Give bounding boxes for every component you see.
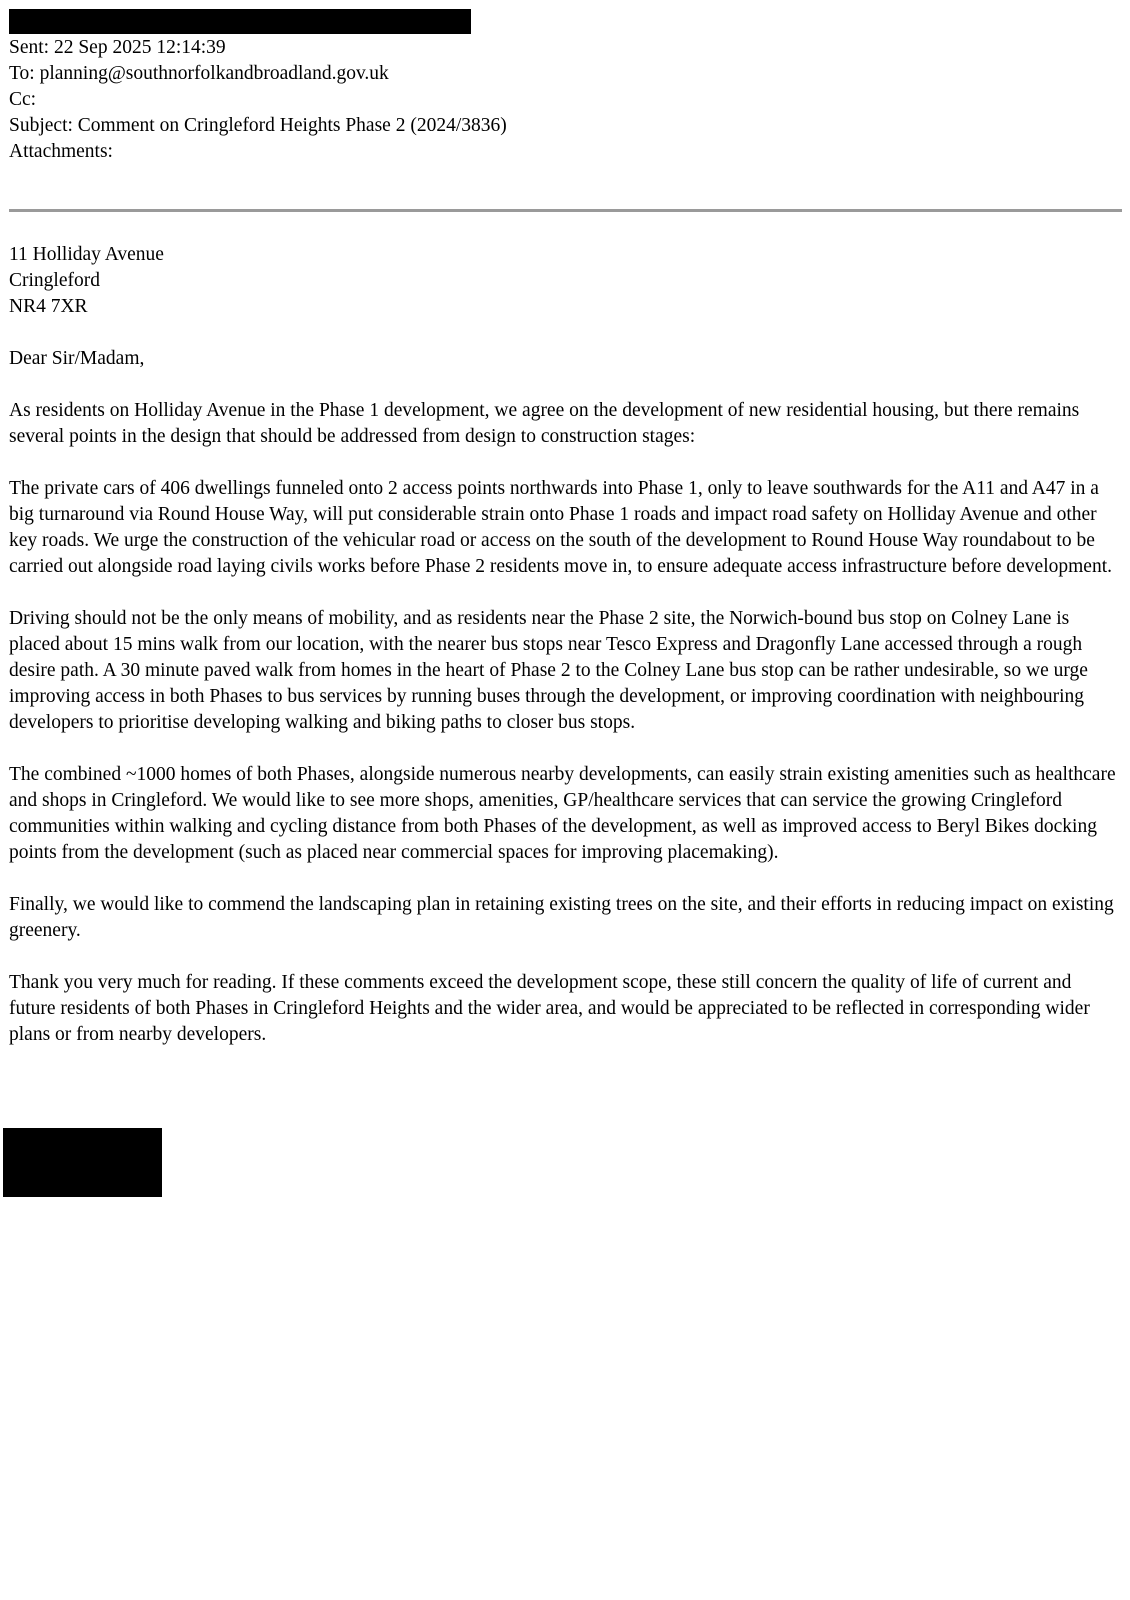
cc-line: Cc: (9, 89, 37, 110)
address-line-3: NR4 7XR (9, 296, 88, 317)
subject-line: Subject: Comment on Cringleford Heights Phase 2 (2024/3836) (9, 115, 507, 136)
redacted-sender-block (9, 9, 471, 34)
paragraph-closing: Thank you very much for reading. If these comments exceed the development scope, these still concern the quality of life of current and future residents of both Phases in Cringleford Heights and the wider area, and would be appreciated to be reflected in corresponding wider plans or from nearby developers. (9, 972, 1090, 1045)
paragraph-vehicle-access: The private cars of 406 dwellings funneled onto 2 access points northwards into Phase 1, only to leave southwards for the A11 and A47 in a big turnaround via Round House Way, will put considerable strain onto Phase 1 roads and impact road safety on Holliday Avenue and other key roads. We urge the construction of the vehicular road or access on the south of the development to Round House Way roundabout to be carried out alongside road laying civils works before Phase 2 residents move in, to ensure adequate access infrastructure before development. (9, 478, 1112, 577)
paragraph-intro: As residents on Holliday Avenue in the Phase 1 development, we agree on the development of new residential housing, but there remains several points in the design that should be addressed from design to construction stages: (9, 400, 1080, 447)
header-divider (9, 209, 1122, 212)
email-body (9, 216, 1119, 1074)
attachments-line: Attachments: (9, 141, 113, 162)
sent-line: Sent: 22 Sep 2025 12:14:39 (9, 37, 226, 58)
paragraph-bus-access: Driving should not be the only means of mobility, and as residents near the Phase 2 site, the Norwich-bound bus stop on Colney Lane is placed about 15 mins walk from our location, with the nearer bus stops near Tesco Express and Dragonfly Lane accessed through a rough desire path. A 30 minute paved walk from homes in the heart of Phase 2 to the Colney Lane bus stop can be rather undesirable, so we urge improving access in both Phases to bus services by running buses through the development, or improving coordination with neighbouring developers to prioritise developing walking and biking paths to closer bus stops. (9, 608, 1088, 733)
address-line-1: 11 Holliday Avenue (9, 244, 164, 265)
redacted-signature-block (3, 1128, 162, 1197)
salutation: Dear Sir/Madam, (9, 348, 145, 369)
to-line: To: planning@southnorfolkandbroadland.gov.uk (9, 63, 389, 84)
paragraph-amenities: The combined ~1000 homes of both Phases, alongside numerous nearby developments, can easily strain existing amenities such as healthcare and shops in Cringleford. We would like to see more shops, amenities, GP/healthcare services that can service the growing Cringleford communities within walking and cycling distance from both Phases of the development, as well as improved access to Beryl Bikes docking points from the development (such as placed near commercial spaces for improving placemaking). (9, 764, 1116, 863)
address-line-2: Cringleford (9, 270, 100, 291)
paragraph-landscaping: Finally, we would like to commend the landscaping plan in retaining existing trees on the site, and their efforts in reducing impact on existing greenery. (9, 894, 1114, 941)
email-header (9, 35, 1109, 165)
